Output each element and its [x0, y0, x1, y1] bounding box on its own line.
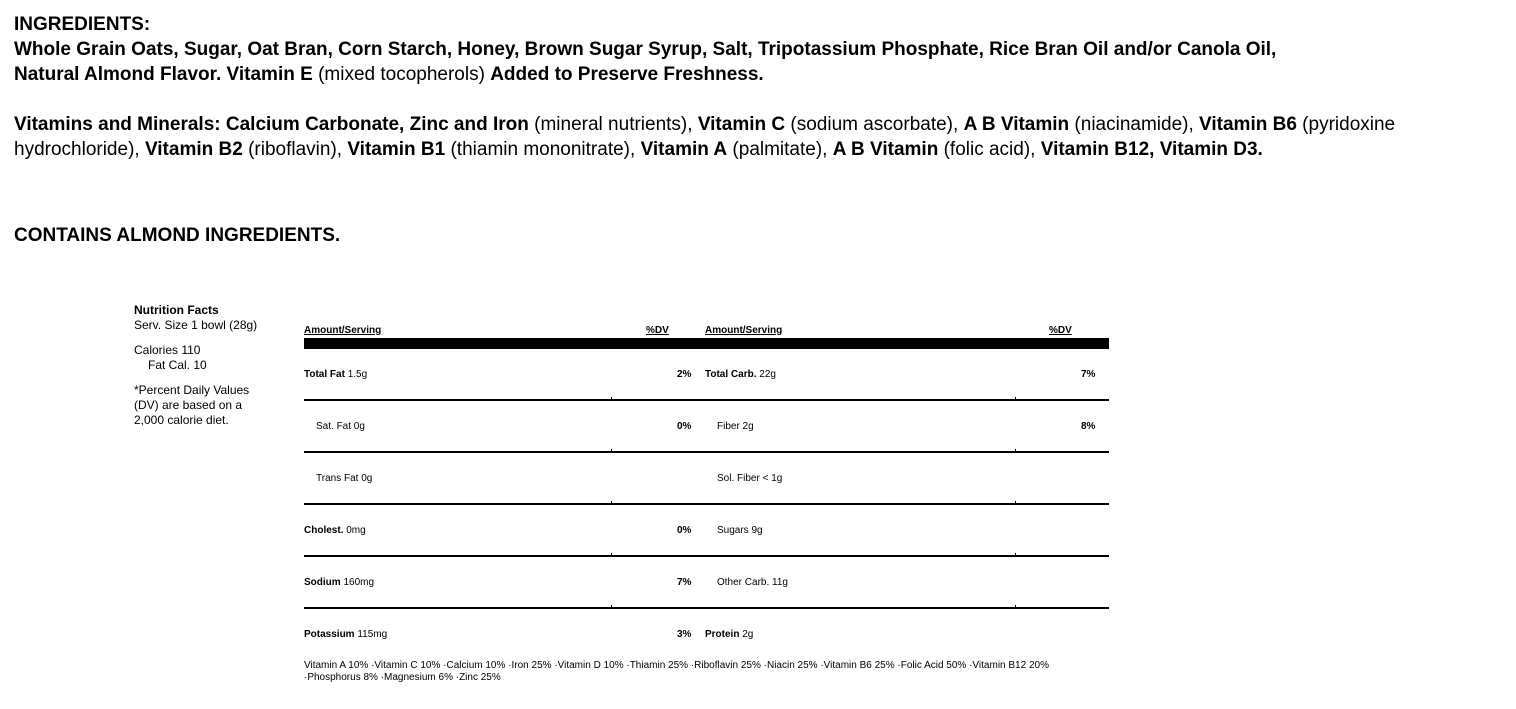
nutrient-right-amount: Other Carb. 11g	[717, 577, 788, 588]
nutrient-left	[316, 421, 365, 432]
nutrient-left	[304, 369, 367, 380]
dv-note-line-3: 2,000 calorie diet.	[134, 413, 229, 427]
ingredients-section	[14, 12, 1504, 162]
nutrient-left-dv: 3%	[677, 629, 692, 640]
nutrient-left-dv: 0%	[677, 525, 692, 536]
amount-serving-header-left: Amount/Serving	[304, 325, 382, 336]
vitamins-segment: A B Vitamin	[963, 114, 1070, 135]
vitamins-footer	[304, 660, 1124, 684]
nutrient-left-amount: Trans Fat 0g	[316, 473, 373, 484]
dv-note-line-2: (DV) are based on a	[134, 398, 243, 412]
vitamins-segment: Vitamins and Minerals: Calcium Carbonate, Zinc and Iron	[14, 114, 529, 135]
nutrient-left-dv: 7%	[677, 577, 692, 588]
vitamins-segment: Vitamin B2	[144, 139, 243, 160]
nutrient-right-amount: 22g	[756, 369, 776, 380]
nutrient-right-amount: 2g	[739, 629, 754, 640]
vitamins-footer-line-1: Vitamin A 10% ·Vitamin C 10% ·Calcium 10% ·Iron 25% ·Vitamin D 10% ·Thiamin 25% ·Riboflavin 25% ·Niacin 25% ·Vitamin B6 25% ·Folic Acid 50% ·Vitamin B12 20%	[304, 660, 1049, 671]
ingredients-heading: INGREDIENTS:	[14, 14, 151, 35]
vitamins-segment: (palmitate),	[727, 139, 833, 160]
vitamins-segment: Vitamin B12, Vitamin D3.	[1040, 139, 1263, 160]
nutrient-left	[304, 525, 366, 536]
nutrient-right	[717, 577, 788, 588]
nutrient-left	[304, 577, 374, 588]
nutrition-facts-title: Nutrition Facts	[134, 303, 219, 317]
nutrient-right-amount: Sol. Fiber < 1g	[717, 473, 783, 484]
dv-header-right: %DV	[1049, 325, 1072, 336]
vitamins-segment: Vitamin B6	[1199, 114, 1297, 135]
nutrient-left-label: Cholest.	[304, 525, 344, 536]
ingredients-line-2-normal: (mixed tocopherols)	[312, 64, 491, 85]
nutrient-right-label: Protein	[705, 629, 740, 640]
nutrient-right-label: Total Carb.	[705, 369, 757, 380]
allergen-statement: CONTAINS ALMOND INGREDIENTS.	[14, 225, 341, 246]
nutrition-row	[304, 453, 1109, 505]
vitamins-footer-line-2: ·Phosphorus 8% ·Magnesium 6% ·Zinc 25%	[304, 672, 501, 683]
ingredients-line-1: Whole Grain Oats, Sugar, Oat Bran, Corn Starch, Honey, Brown Sugar Syrup, Salt, Tripotassium Phosphate, Rice Bran Oil and/or Canola Oil,	[14, 39, 1277, 60]
vitamins-segment: (sodium ascorbate),	[785, 114, 964, 135]
header-rule	[304, 338, 1109, 349]
nutrition-table	[304, 322, 1109, 659]
nutrition-row	[304, 401, 1109, 453]
vitamins-segment: Vitamin C	[697, 114, 786, 135]
nutrient-right	[705, 629, 753, 640]
nutrition-row	[304, 609, 1109, 659]
nutrition-table-header	[304, 322, 1109, 338]
nutrient-right-dv: 7%	[1081, 369, 1096, 380]
vitamins-segment: (pyridoxine hydrochloride),	[14, 114, 1396, 160]
calories: Calories 110	[134, 343, 201, 357]
vitamins-segment: (mineral nutrients),	[528, 114, 698, 135]
nutrient-right	[717, 525, 763, 536]
ingredients-line-2	[14, 62, 1504, 87]
vitamins-segment: (folic acid),	[938, 139, 1041, 160]
nutrient-right	[717, 421, 754, 432]
nutrient-left-amount: Sat. Fat 0g	[316, 421, 365, 432]
nutrient-right	[705, 369, 776, 380]
nutrient-right-dv: 8%	[1081, 421, 1096, 432]
vitamins-minerals-paragraph	[14, 112, 1504, 162]
nutrient-right	[717, 473, 782, 484]
ingredients-line-2-bold-a: Natural Almond Flavor. Vitamin E	[14, 64, 313, 85]
nutrition-row	[304, 349, 1109, 401]
amount-serving-header-right: Amount/Serving	[705, 325, 783, 336]
vitamins-segment: (niacinamide),	[1069, 114, 1200, 135]
nutrient-left-label: Sodium	[304, 577, 341, 588]
dv-header-left: %DV	[646, 325, 669, 336]
dv-note-line-1: *Percent Daily Values	[134, 383, 250, 397]
nutrient-left-amount: 0mg	[343, 525, 366, 536]
nutrition-rows	[304, 349, 1109, 659]
vitamins-segment: A B Vitamin	[832, 139, 939, 160]
vitamins-segment: (riboflavin),	[242, 139, 348, 160]
fat-calories: Fat Cal. 10	[148, 358, 207, 372]
nutrient-left	[316, 473, 372, 484]
nutrition-row	[304, 505, 1109, 557]
nutrient-left	[304, 629, 387, 640]
nutrition-row	[304, 557, 1109, 609]
nutrient-left-amount: 1.5g	[344, 369, 368, 380]
nutrient-left-dv: 2%	[677, 369, 692, 380]
vitamins-segment: Vitamin A	[640, 139, 728, 160]
vitamins-segment: Vitamin B1	[347, 139, 446, 160]
vitamins-segment: (thiamin mononitrate),	[445, 139, 641, 160]
ingredients-line-2-bold-b: Added to Preserve Freshness.	[490, 64, 764, 85]
nutrition-facts-summary	[134, 303, 284, 428]
nutrient-left-amount: 160mg	[340, 577, 375, 588]
nutrient-left-label: Total Fat	[304, 369, 345, 380]
nutrient-left-amount: 115mg	[354, 629, 388, 640]
nutrient-right-amount: Fiber 2g	[717, 421, 754, 432]
serving-size: Serv. Size 1 bowl (28g)	[134, 318, 258, 332]
nutrient-left-dv: 0%	[677, 421, 692, 432]
nutrient-left-label: Potassium	[304, 629, 355, 640]
nutrient-right-amount: Sugars 9g	[717, 525, 763, 536]
